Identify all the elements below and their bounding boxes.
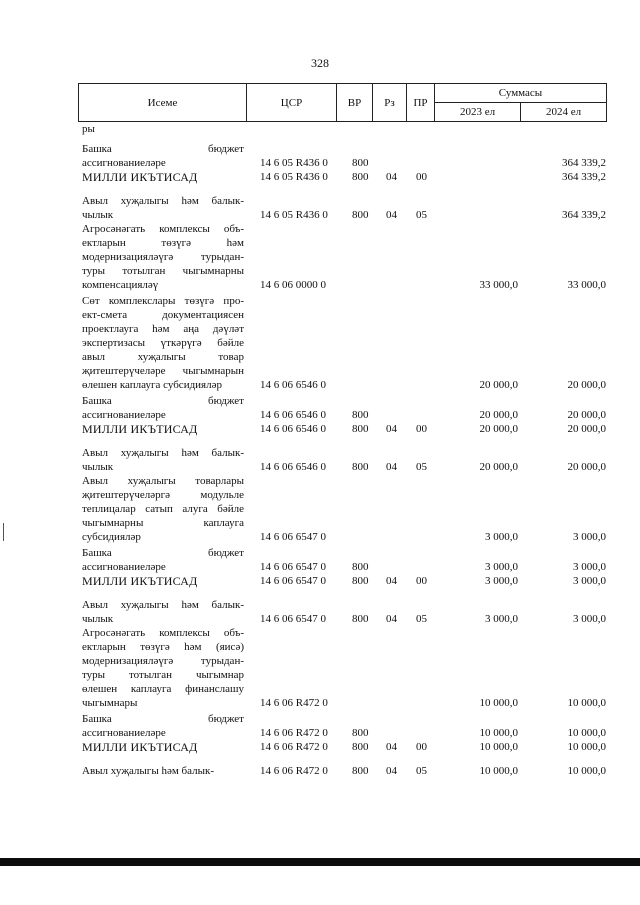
row-name-line: чылык [82, 461, 114, 473]
row-vr: 800 [352, 727, 369, 739]
row-name-line: МИЛЛИ ИКЪТИСАД [82, 740, 198, 754]
row-amount-2024: 10 000,0 [567, 697, 606, 709]
row-vr: 800 [352, 461, 369, 473]
table-row [0, 394, 640, 422]
row-name-line: ассигнованиеләре [82, 561, 166, 573]
header-pr: ПР [407, 84, 435, 122]
row-rz: 04 [386, 461, 397, 473]
row-rz: 04 [386, 741, 397, 753]
row-name [82, 222, 244, 292]
row-csr: 14 6 06 0000 0 [260, 279, 326, 291]
row-csr: 14 6 05 R436 0 [260, 209, 328, 221]
row-rz: 04 [386, 171, 397, 183]
row-amount-2023: 20 000,0 [479, 423, 518, 435]
row-vr: 800 [352, 575, 369, 587]
row-name-line: чыгымнарны каплауга [82, 517, 244, 529]
row-name-line: туры тотылган чыгымнарны [82, 265, 244, 277]
header-name: Исеме [79, 84, 247, 122]
scan-edge-mark [3, 523, 4, 541]
row-name [82, 574, 244, 588]
row-name-line: Авыл хуҗалыгы һәм балык- [82, 195, 244, 207]
table-row [0, 712, 640, 740]
row-name [82, 626, 244, 710]
row-amount-2023: 10 000,0 [479, 765, 518, 777]
row-name-line: Авыл хуҗалыгы һәм балык- [82, 599, 244, 611]
row-csr: 14 6 06 6546 0 [260, 461, 326, 473]
row-name-line: чылык [82, 209, 114, 221]
row-amount-2023: 10 000,0 [479, 727, 518, 739]
row-pr: 00 [416, 423, 427, 435]
row-name-line: экспертизасы үткәрүгә бәйле [82, 337, 244, 349]
row-amount-2024: 3 000,0 [573, 613, 606, 625]
row-name [82, 394, 244, 422]
row-name [82, 294, 244, 392]
row-name-line: Башка бюджет [82, 713, 244, 725]
row-amount-2024: 364 339,2 [562, 171, 606, 183]
table-row [0, 422, 640, 436]
row-vr: 800 [352, 765, 369, 777]
row-csr: 14 6 05 R436 0 [260, 157, 328, 169]
row-name-line: Авыл хуҗалыгы һәм балык- [82, 765, 215, 777]
row-amount-2024: 20 000,0 [567, 461, 606, 473]
row-amount-2023: 10 000,0 [479, 741, 518, 753]
row-name-line: ектларын төзүгә һәм [82, 237, 244, 249]
row-amount-2024: 364 339,2 [562, 157, 606, 169]
row-name-line: өлешен каплауга субсидияләр [82, 379, 222, 391]
row-name-line: теплицалар сатып алуга бәйле [82, 503, 244, 515]
row-name-line: модернизацияләүгә турыдан- [82, 655, 244, 667]
row-name-line: чыгымнары [82, 697, 138, 709]
header-year-2023: 2023 ел [435, 103, 521, 122]
row-pr: 00 [416, 741, 427, 753]
row-name-line: ассигнованиеләре [82, 727, 166, 739]
row-pr: 00 [416, 575, 427, 587]
table-row [0, 222, 640, 292]
header-vr: ВР [337, 84, 373, 122]
row-vr: 800 [352, 613, 369, 625]
row-csr: 14 6 05 R436 0 [260, 171, 328, 183]
row-amount-2024: 10 000,0 [567, 741, 606, 753]
row-vr: 800 [352, 423, 369, 435]
scan-bottom-bar [0, 858, 640, 866]
row-name [82, 142, 244, 170]
row-pr: 05 [416, 209, 427, 221]
row-rz: 04 [386, 423, 397, 435]
row-amount-2024: 20 000,0 [567, 379, 606, 391]
row-name-line: модернизацияләүгә турыдан- [82, 251, 244, 263]
header-rz: Рз [373, 84, 407, 122]
row-vr: 800 [352, 409, 369, 421]
row-amount-2023: 10 000,0 [479, 697, 518, 709]
row-name [82, 422, 244, 436]
row-name-line: Авыл хуҗалыгы товарлары [82, 475, 244, 487]
header-year-2024: 2024 ел [521, 103, 607, 122]
row-pr: 05 [416, 765, 427, 777]
row-name-line: Агросәнәгать комплексы объ- [82, 223, 244, 235]
table-row [0, 294, 640, 392]
row-amount-2023: 3 000,0 [485, 613, 518, 625]
table-row [0, 474, 640, 544]
table-row [0, 764, 640, 778]
table-header [78, 83, 607, 122]
row-amount-2023: 3 000,0 [485, 531, 518, 543]
row-name-line: ассигнованиеләре [82, 409, 166, 421]
row-name-line: Сөт комплекслары төзүгә про- [82, 295, 244, 307]
table-row [0, 170, 640, 184]
row-amount-2024: 3 000,0 [573, 575, 606, 587]
row-name [82, 194, 244, 222]
row-name-line: МИЛЛИ ИКЪТИСАД [82, 422, 198, 436]
row-vr: 800 [352, 741, 369, 753]
row-name-line: субсидияләр [82, 531, 141, 543]
table-row [0, 142, 640, 170]
row-name-line: МИЛЛИ ИКЪТИСАД [82, 170, 198, 184]
row-vr: 800 [352, 157, 369, 169]
table-row [0, 740, 640, 754]
row-name-line: Башка бюджет [82, 547, 244, 559]
header-csr: ЦСР [247, 84, 337, 122]
row-name-line: Башка бюджет [82, 395, 244, 407]
row-amount-2023: 20 000,0 [479, 409, 518, 421]
row-name-line: МИЛЛИ ИКЪТИСАД [82, 574, 198, 588]
row-csr: 14 6 06 6546 0 [260, 409, 326, 421]
row-name-line: чылык [82, 613, 114, 625]
table-row [0, 574, 640, 588]
row-name-line: туры тотылган чыгымнар [82, 669, 244, 681]
row-name-line: җитештерүчеләре чыгымнарын [82, 365, 244, 377]
row-name-line: өлешен каплауга финанслашу [82, 683, 244, 695]
row-name-line: ект-смета документациясен [82, 309, 244, 321]
row-pr: 05 [416, 461, 427, 473]
table-row [0, 598, 640, 626]
table-row [0, 194, 640, 222]
table-row [0, 446, 640, 474]
table-row [0, 546, 640, 574]
row-amount-2023: 33 000,0 [479, 279, 518, 291]
row-name-line: проектлауга һәм аңа дәүләт [82, 323, 244, 335]
row-pr: 00 [416, 171, 427, 183]
row-name [82, 122, 244, 136]
row-amount-2024: 20 000,0 [567, 409, 606, 421]
row-name [82, 446, 244, 474]
row-name-line: компенсацияләү [82, 279, 159, 291]
row-name [82, 170, 244, 184]
row-csr: 14 6 06 6547 0 [260, 561, 326, 573]
row-csr: 14 6 06 6547 0 [260, 613, 326, 625]
row-name-line: ассигнованиеләре [82, 157, 166, 169]
row-vr: 800 [352, 561, 369, 573]
row-amount-2024: 33 000,0 [567, 279, 606, 291]
table-row [0, 122, 640, 136]
row-csr: 14 6 06 R472 0 [260, 697, 328, 709]
row-name-line: Башка бюджет [82, 143, 244, 155]
row-name-line: Авыл хуҗалыгы һәм балык- [82, 447, 244, 459]
row-name [82, 598, 244, 626]
row-name [82, 474, 244, 544]
header-sums: Суммасы [435, 84, 607, 103]
row-amount-2024: 3 000,0 [573, 561, 606, 573]
row-name-line: Агросәнәгать комплексы объ- [82, 627, 244, 639]
row-rz: 04 [386, 209, 397, 221]
row-amount-2023: 3 000,0 [485, 561, 518, 573]
row-amount-2024: 20 000,0 [567, 423, 606, 435]
row-csr: 14 6 06 6546 0 [260, 423, 326, 435]
row-csr: 14 6 06 R472 0 [260, 741, 328, 753]
row-amount-2024: 10 000,0 [567, 727, 606, 739]
row-vr: 800 [352, 171, 369, 183]
page-number: 328 [311, 56, 329, 70]
row-rz: 04 [386, 575, 397, 587]
row-amount-2024: 364 339,2 [562, 209, 606, 221]
row-amount-2024: 3 000,0 [573, 531, 606, 543]
row-amount-2023: 20 000,0 [479, 379, 518, 391]
row-csr: 14 6 06 6546 0 [260, 379, 326, 391]
row-name [82, 764, 244, 778]
row-rz: 04 [386, 613, 397, 625]
row-name-line: җитештерүчеләргә модульле [82, 489, 244, 501]
row-name-line: ры [82, 123, 95, 135]
row-vr: 800 [352, 209, 369, 221]
row-name-line: ектларын төзүгә һәм (яисә) [82, 641, 244, 653]
row-name [82, 740, 244, 754]
row-amount-2023: 3 000,0 [485, 575, 518, 587]
row-pr: 05 [416, 613, 427, 625]
row-name [82, 712, 244, 740]
row-name [82, 546, 244, 574]
row-name-line: авыл хуҗалыгы товар [82, 351, 244, 363]
row-csr: 14 6 06 R472 0 [260, 765, 328, 777]
row-csr: 14 6 06 6547 0 [260, 531, 326, 543]
row-amount-2024: 10 000,0 [567, 765, 606, 777]
row-rz: 04 [386, 765, 397, 777]
row-csr: 14 6 06 6547 0 [260, 575, 326, 587]
table-row [0, 626, 640, 710]
row-amount-2023: 20 000,0 [479, 461, 518, 473]
row-csr: 14 6 06 R472 0 [260, 727, 328, 739]
